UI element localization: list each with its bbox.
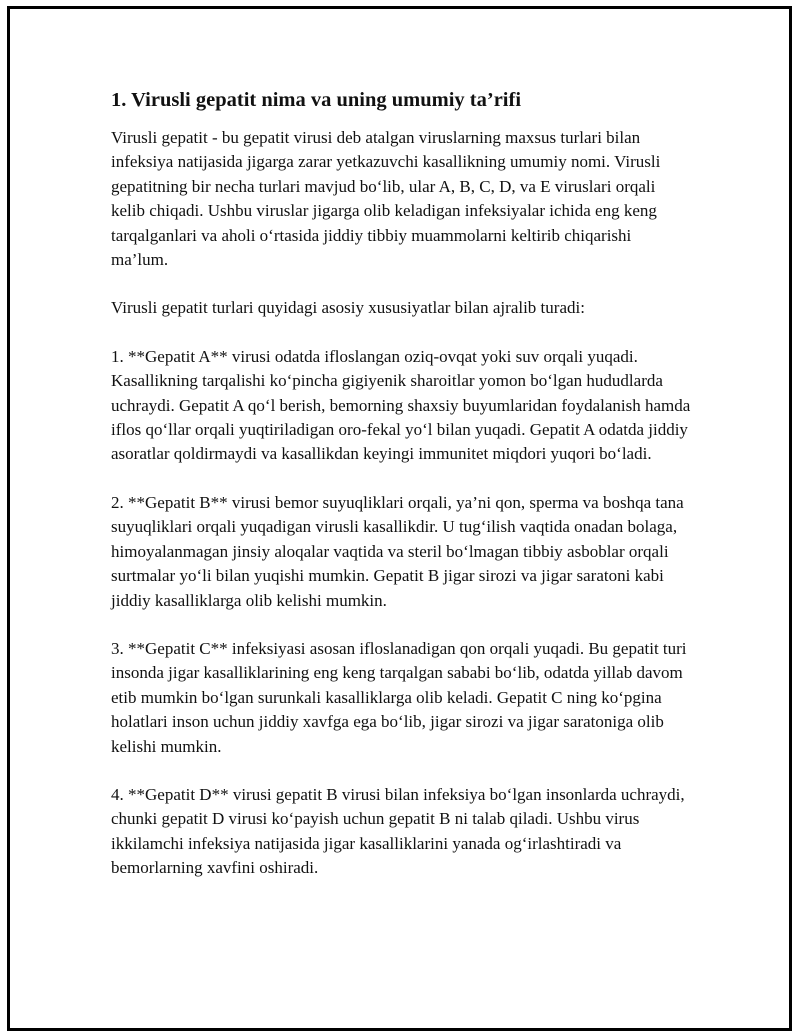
paragraph-hepatitis-a: 1. **Gepatit A** virusi odatda ifloslangan oziq-ovqat yoki suv orqali yuqadi. Kasallikning tarqalishi ko‘pincha gigiyenik sharoitlar yomon bo‘lgan hududlarda uchraydi. Gepatit A qo‘l berish, bemorning shaxsiy buyumlaridan foydalanish hamda iflos qo‘llar orqali yuqtiriladigan oro-fekal yo‘l bilan yuqadi. Gepatit A odatda jiddiy asoratlar qoldirmaydi va kasallikdan keyingi immunitet miqdori yuqori bo‘ladi.: [111, 346, 691, 464]
paragraph-types-lead: Virusli gepatit turlari quyidagi asosiy xususiyatlar bilan ajralib turadi:: [111, 298, 585, 318]
document-body: [111, 86, 691, 905]
paragraph-hepatitis-c: 3. **Gepatit C** infeksiyasi asosan ifloslanadigan qon orqali yuqadi. Bu gepatit turi insonda jigar kasalliklarining eng keng tarqalgan sababi bo‘lib, odatda yillab davom etib mumkin bo‘lgan surunkali kasalliklarga olib keladi. Gepatit C ning ko‘pgina holatlari inson uchun jiddiy xavfga ega bo‘lib, jigar sirozi va jigar saratoniga olib kelishi mumkin.: [111, 638, 687, 756]
paragraph-hepatitis-d: 4. **Gepatit D** virusi gepatit B virusi bilan infeksiya bo‘lgan insonlarda uchraydi, chunki gepatit D virusi ko‘payish uchun gepatit B ni talab qiladi. Ushbu virus ikkilamchi infeksiya natijasida jigar kasalliklarini yanada og‘irlashtiradi va bemorlarning xavfini oshiradi.: [111, 784, 685, 878]
paragraph-intro: Virusli gepatit - bu gepatit virusi deb atalgan viruslarning maxsus turlari bilan infeksiya natijasida jigarga zarar yetkazuvchi kasallikning umumiy nomi. Virusli gepatitning bir necha turlari mavjud bo‘lib, ular A, B, C, D, va E viruslari orqali kelib chiqadi. Ushbu viruslar jigarga olib keladigan infeksiyalar ichida eng keng tarqalganlari va aholi o‘rtasida jiddiy tibbiy muammolarni keltirib chiqarishi ma’lum.: [111, 128, 661, 270]
document-title: 1. Virusli gepatit nima va uning umumiy ta’rifi: [111, 89, 522, 111]
paragraph-hepatitis-b: 2. **Gepatit B** virusi bemor suyuqliklari orqali, ya’ni qon, sperma va boshqa tana suyuqliklari orqali yuqadigan virusli kasallikdir. U tug‘ilish vaqtida onadan bolaga, himoyalanmagan jinsiy aloqalar vaqtida va steril bo‘lmagan tibbiy asboblar orqali surtmalar yo‘li bilan yuqishi mumkin. Gepatit B jigar sirozi va jigar saratoni kabi jiddiy kasalliklarga olib kelishi mumkin.: [111, 492, 684, 610]
